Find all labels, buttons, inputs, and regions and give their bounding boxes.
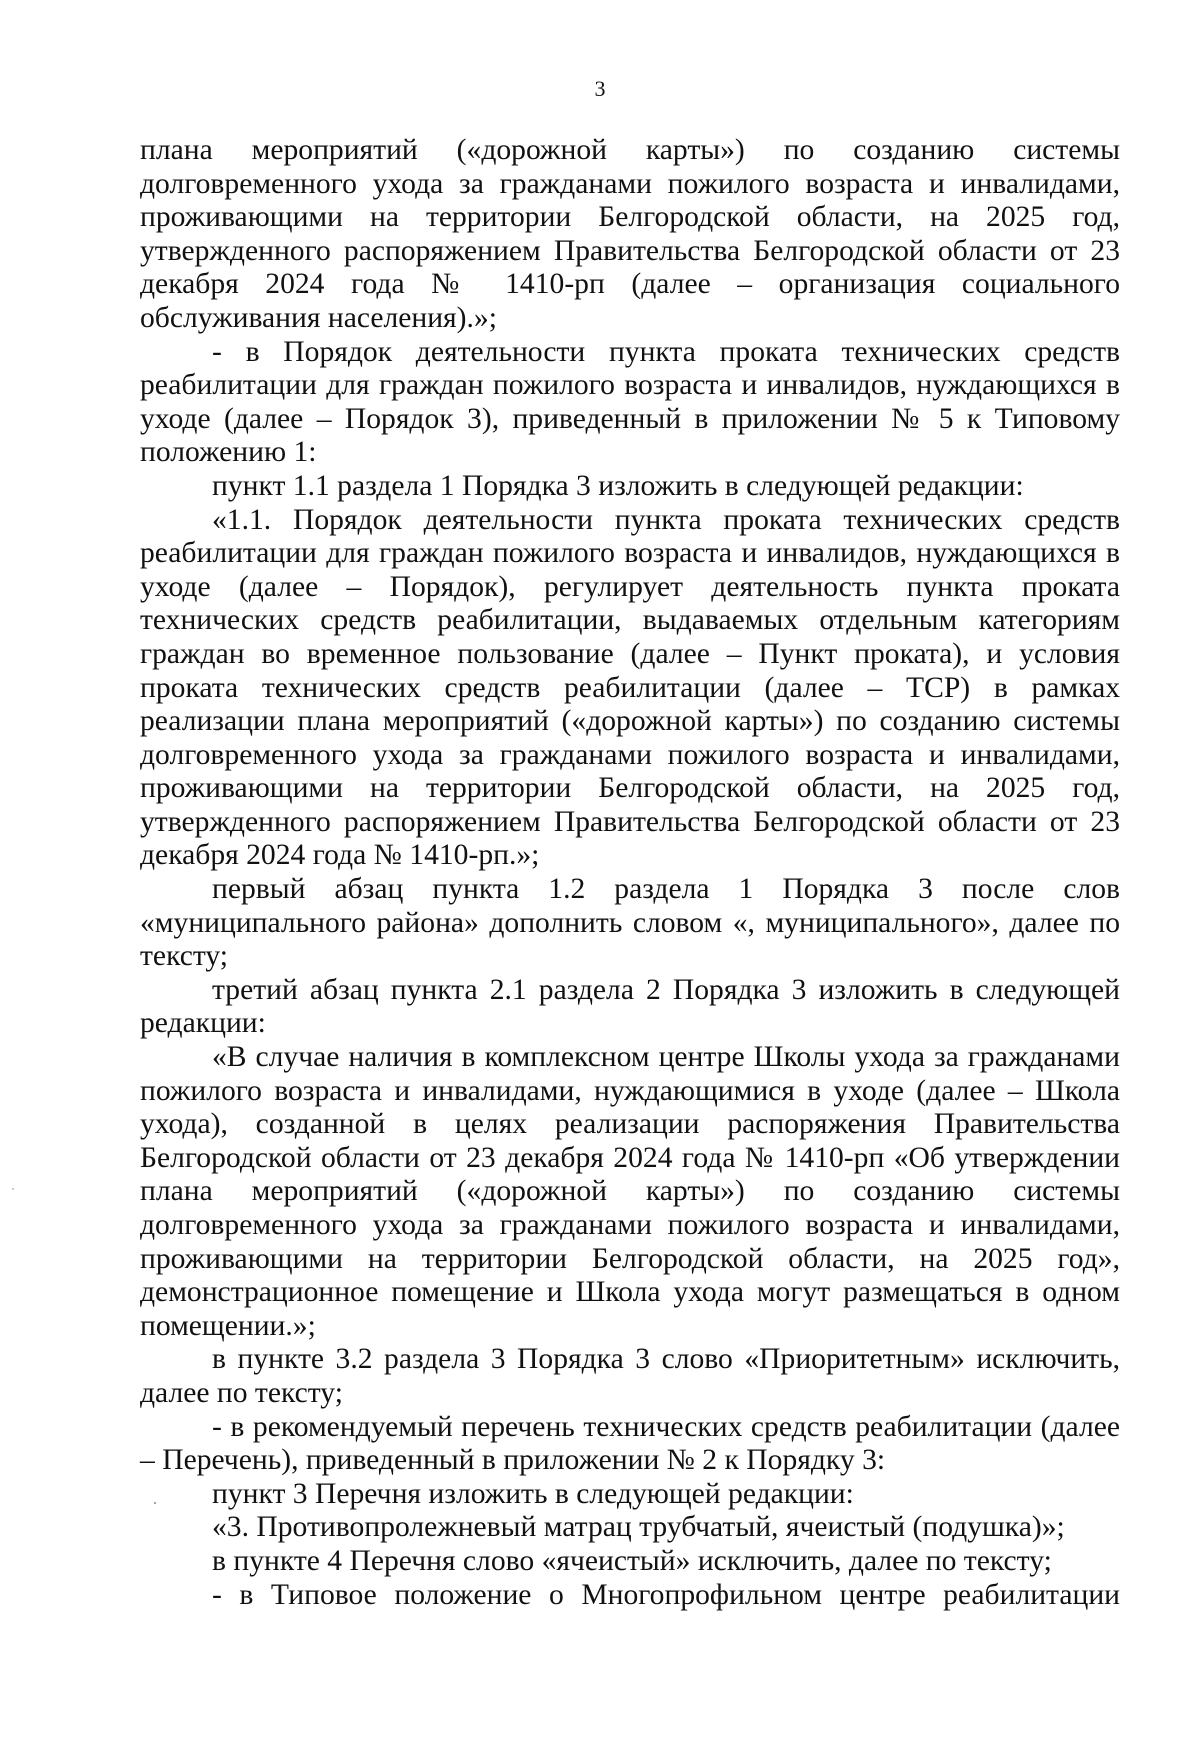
paragraph-12: в пункте 4 Перечня слово «ячеистый» исключить, далее по тексту; xyxy=(212,1544,1052,1577)
paragraph-3: пункт 1.1 раздела 1 Порядка 3 изложить в следующей редакции: xyxy=(212,469,1024,502)
paragraph-10: пункт 3 Перечня изложить в следующей редакции: xyxy=(212,1477,854,1510)
document-body xyxy=(140,134,1120,1612)
page-number: 3 xyxy=(594,76,606,101)
paragraph-13: - в Типовое положение о Многопрофильном центре реабилитации xyxy=(212,1578,1120,1611)
paragraph-2: - в Порядок деятельности пункта проката технических средств реабилитации для граждан пожилого возраста и инвалидов, нуждающихся в уходе (далее – Порядок 3), приведенный в приложении № 5 к Типовому положению 1: xyxy=(140,335,1120,469)
paragraph-5: первый абзац пункта 1.2 раздела 1 Порядка 3 после слов «муниципального района» дополнить словом «, муниципального», далее по тексту; xyxy=(140,873,1120,973)
scan-speck xyxy=(12,1188,14,1190)
paragraph-4: «1.1. Порядок деятельности пункта проката технических средств реабилитации для граждан пожилого возраста и инвалидов, нуждающихся в уходе (далее – Порядок), регулирует деятельность пункта проката технических средств реабилитации, выдаваемых отдельным категориям граждан во временное пользование (далее – Пункт проката), и условия проката технических средств реабилитации (далее – ТСР) в рамках реализации плана мероприятий («дорожной карты») по созданию системы долговременного ухода за гражданами пожилого возраста и инвалидами, проживающими на территории Белгородской области, на 2025 год, утвержденного распоряжением Правительства Белгородской области от 23 декабря 2024 года № 1410-рп.»; xyxy=(140,503,1120,872)
paragraph-9: - в рекомендуемый перечень технических средств реабилитации (далее – Перечень), приведенный в приложении № 2 к Порядку 3: xyxy=(140,1410,1120,1477)
scan-speck xyxy=(154,1502,156,1504)
paragraph-11: «3. Противопролежневый матрац трубчатый, ячеистый (подушка)»; xyxy=(212,1511,1065,1544)
paragraph-8: в пункте 3.2 раздела 3 Порядка 3 слово «Приоритетным» исключить, далее по тексту; xyxy=(140,1343,1120,1409)
paragraph-6: третий абзац пункта 2.1 раздела 2 Порядка 3 изложить в следующей редакции: xyxy=(140,973,1120,1040)
paragraph-7: «В случае наличия в комплексном центре Школы ухода за гражданами пожилого возраста и инвалидами, нуждающимися в уходе (далее – Школа ухода), созданной в целях реализации распоряжения Правительства Белгородской области от 23 декабря 2024 года № 1410-рп «Об утверждении плана мероприятий («дорожной карты») по созданию системы долговременного ухода за гражданами пожилого возраста и инвалидами, проживающими на территории Белгородской области, на 2025 год», демонстрационное помещение и Школа ухода могут размещаться в одном помещении.»; xyxy=(140,1041,1120,1342)
paragraph-1: плана мероприятий («дорожной карты») по созданию системы долговременного ухода за гражданами пожилого возраста и инвалидами, проживающими на территории Белгородской области, на 2025 год, утвержденного распоряжением Правительства Белгородской области от 23 декабря 2024 года № 1410-рп (далее – организация социального обслуживания населения).»; xyxy=(140,134,1120,334)
